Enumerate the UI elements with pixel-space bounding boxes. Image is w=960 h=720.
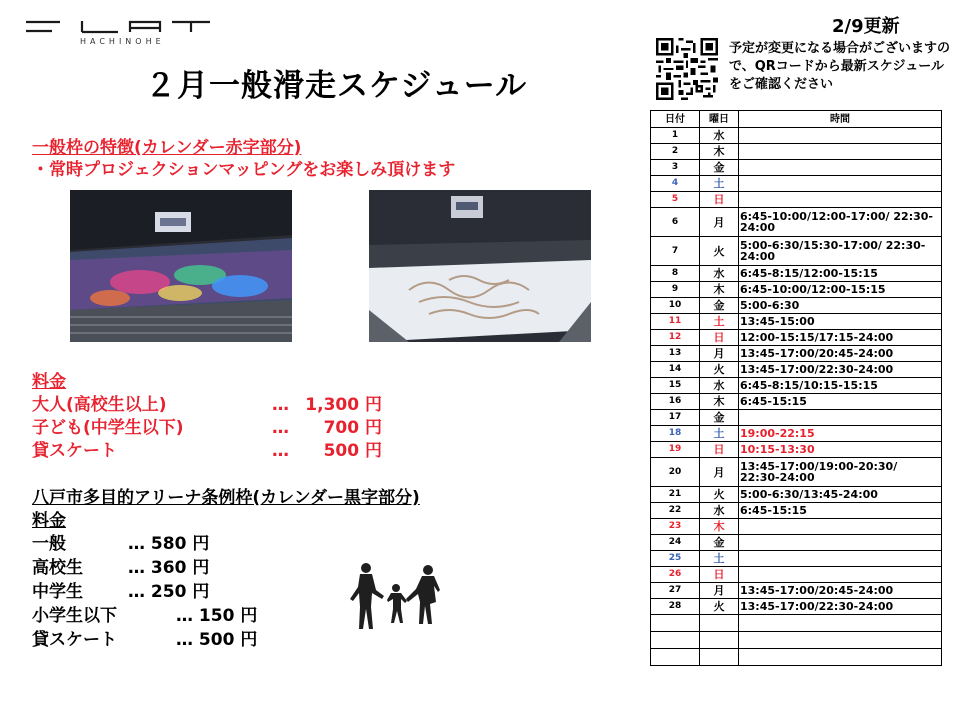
schedule-row bbox=[651, 410, 942, 426]
schedule-table bbox=[650, 110, 942, 666]
schedule-weekday: 土 bbox=[700, 176, 739, 192]
price-row bbox=[32, 394, 382, 417]
schedule-weekday: 木 bbox=[700, 519, 739, 535]
schedule-day: 18 bbox=[651, 426, 700, 442]
schedule-time: 12:00-15:15/17:15-24:00 bbox=[739, 330, 942, 346]
schedule-weekday bbox=[700, 649, 739, 666]
schedule-time: 13:45-17:00/20:45-24:00 bbox=[739, 583, 942, 599]
schedule-row bbox=[651, 632, 942, 649]
schedule-day: 15 bbox=[651, 378, 700, 394]
schedule-day: 10 bbox=[651, 298, 700, 314]
schedule-weekday: 火 bbox=[700, 487, 739, 503]
schedule-day: 12 bbox=[651, 330, 700, 346]
schedule-weekday: 水 bbox=[700, 128, 739, 144]
schedule-time: 13:45-17:00/22:30-24:00 bbox=[739, 599, 942, 615]
schedule-day: 9 bbox=[651, 282, 700, 298]
schedule-weekday: 土 bbox=[700, 551, 739, 567]
schedule-header-row bbox=[651, 111, 942, 128]
schedule-row bbox=[651, 208, 942, 237]
fee-label: 高校生 bbox=[32, 558, 83, 578]
schedule-time bbox=[739, 160, 942, 176]
schedule-row bbox=[651, 458, 942, 487]
schedule-row bbox=[651, 535, 942, 551]
schedule-row bbox=[651, 362, 942, 378]
schedule-time bbox=[739, 535, 942, 551]
schedule-time bbox=[739, 615, 942, 632]
schedule-row bbox=[651, 487, 942, 503]
schedule-time: 19:00-22:15 bbox=[739, 426, 942, 442]
schedule-time: 13:45-15:00 bbox=[739, 314, 942, 330]
schedule-time: 6:45-10:00/12:00-15:15 bbox=[739, 282, 942, 298]
schedule-row bbox=[651, 551, 942, 567]
schedule-time: 6:45-15:15 bbox=[739, 503, 942, 519]
schedule-row bbox=[651, 282, 942, 298]
page-title: ２月一般滑走スケジュール bbox=[145, 68, 528, 104]
schedule-time: 5:00-6:30 bbox=[739, 298, 942, 314]
skaters-silhouette-icon bbox=[348, 562, 450, 634]
schedule-day: 25 bbox=[651, 551, 700, 567]
schedule-row bbox=[651, 378, 942, 394]
schedule-weekday: 月 bbox=[700, 346, 739, 362]
schedule-day: 21 bbox=[651, 487, 700, 503]
price-label: 貸スケート bbox=[32, 441, 117, 461]
schedule-day: 14 bbox=[651, 362, 700, 378]
schedule-row bbox=[651, 394, 942, 410]
schedule-weekday: 金 bbox=[700, 298, 739, 314]
schedule-row bbox=[651, 519, 942, 535]
schedule-row bbox=[651, 128, 942, 144]
schedule-weekday: 水 bbox=[700, 503, 739, 519]
schedule-time bbox=[739, 128, 942, 144]
fee-row bbox=[32, 533, 420, 557]
price-dots: … bbox=[272, 441, 289, 461]
schedule-time: 13:45-17:00/19:00-20:30/ 22:30-24:00 bbox=[739, 458, 942, 487]
price-amount: 700 円 bbox=[323, 418, 382, 438]
schedule-day: 4 bbox=[651, 176, 700, 192]
schedule-row bbox=[651, 599, 942, 615]
schedule-day: 11 bbox=[651, 314, 700, 330]
price-row bbox=[32, 440, 382, 463]
price-amount: 500 円 bbox=[323, 441, 382, 461]
schedule-row bbox=[651, 160, 942, 176]
update-date: 2/9更新 bbox=[832, 16, 900, 37]
price-dots: … bbox=[272, 395, 289, 415]
schedule-weekday: 火 bbox=[700, 362, 739, 378]
schedule-day: 1 bbox=[651, 128, 700, 144]
price-amount: 1,300 円 bbox=[305, 395, 382, 415]
schedule-time: 6:45-8:15/12:00-15:15 bbox=[739, 266, 942, 282]
schedule-time: 6:45-10:00/12:00-17:00/ 22:30-24:00 bbox=[739, 208, 942, 237]
fee-label: 小学生以下 bbox=[32, 606, 117, 626]
schedule-time: 6:45-8:15/10:15-15:15 bbox=[739, 378, 942, 394]
schedule-day: 7 bbox=[651, 237, 700, 266]
fee-price: … 580 円 bbox=[128, 534, 210, 554]
price-label: 子ども(中学生以下) bbox=[32, 418, 184, 438]
schedule-row bbox=[651, 426, 942, 442]
schedule-day: 24 bbox=[651, 535, 700, 551]
schedule-time: 5:00-6:30/15:30-17:00/ 22:30-24:00 bbox=[739, 237, 942, 266]
price-dots: … bbox=[272, 418, 289, 438]
schedule-row bbox=[651, 266, 942, 282]
general-price-section bbox=[32, 371, 382, 463]
rink-photo-left bbox=[70, 190, 292, 342]
schedule-time bbox=[739, 567, 942, 583]
schedule-day bbox=[651, 632, 700, 649]
schedule-weekday: 金 bbox=[700, 160, 739, 176]
schedule-row bbox=[651, 615, 942, 632]
schedule-weekday bbox=[700, 615, 739, 632]
schedule-day: 8 bbox=[651, 266, 700, 282]
fee-price: … 500 円 bbox=[176, 630, 258, 650]
logo-subtitle: HACHINOHE bbox=[80, 37, 165, 46]
schedule-time bbox=[739, 551, 942, 567]
schedule-weekday: 月 bbox=[700, 583, 739, 599]
price-label: 大人(高校生以上) bbox=[32, 395, 167, 415]
schedule-weekday: 水 bbox=[700, 378, 739, 394]
schedule-time bbox=[739, 192, 942, 208]
schedule-weekday: 木 bbox=[700, 394, 739, 410]
schedule-row bbox=[651, 237, 942, 266]
schedule-weekday: 水 bbox=[700, 266, 739, 282]
schedule-weekday: 金 bbox=[700, 410, 739, 426]
fee-label: 貸スケート bbox=[32, 630, 117, 650]
schedule-weekday: 火 bbox=[700, 237, 739, 266]
schedule-time bbox=[739, 410, 942, 426]
schedule-day: 28 bbox=[651, 599, 700, 615]
schedule-time bbox=[739, 176, 942, 192]
schedule-weekday: 日 bbox=[700, 442, 739, 458]
schedule-row bbox=[651, 192, 942, 208]
schedule-time bbox=[739, 649, 942, 666]
schedule-time: 13:45-17:00/22:30-24:00 bbox=[739, 362, 942, 378]
fee-price: … 360 円 bbox=[128, 558, 210, 578]
header-day: 日付 bbox=[651, 111, 700, 128]
schedule-day: 2 bbox=[651, 144, 700, 160]
schedule-row bbox=[651, 144, 942, 160]
fee-price: … 250 円 bbox=[128, 582, 210, 602]
schedule-time bbox=[739, 519, 942, 535]
rink-photo-right bbox=[369, 190, 591, 342]
schedule-weekday: 土 bbox=[700, 314, 739, 330]
schedule-day: 26 bbox=[651, 567, 700, 583]
schedule-weekday: 月 bbox=[700, 208, 739, 237]
schedule-weekday: 土 bbox=[700, 426, 739, 442]
schedule-weekday: 日 bbox=[700, 330, 739, 346]
schedule-time bbox=[739, 632, 942, 649]
schedule-day: 6 bbox=[651, 208, 700, 237]
general-heading: 一般枠の特徴(カレンダー赤字部分) bbox=[32, 138, 302, 158]
schedule-row bbox=[651, 567, 942, 583]
schedule-day: 27 bbox=[651, 583, 700, 599]
header-time: 時間 bbox=[739, 111, 942, 128]
schedule-weekday: 木 bbox=[700, 144, 739, 160]
general-price-heading: 料金 bbox=[32, 372, 66, 392]
schedule-day: 5 bbox=[651, 192, 700, 208]
schedule-row bbox=[651, 346, 942, 362]
schedule-weekday: 月 bbox=[700, 458, 739, 487]
schedule-time: 5:00-6:30/13:45-24:00 bbox=[739, 487, 942, 503]
ordinance-heading: 八戸市多目的アリーナ条例枠(カレンダー黒字部分) bbox=[32, 488, 420, 508]
schedule-weekday bbox=[700, 632, 739, 649]
schedule-time: 6:45-15:15 bbox=[739, 394, 942, 410]
schedule-weekday: 金 bbox=[700, 535, 739, 551]
schedule-day: 16 bbox=[651, 394, 700, 410]
schedule-row bbox=[651, 503, 942, 519]
schedule-row bbox=[651, 298, 942, 314]
schedule-day: 22 bbox=[651, 503, 700, 519]
schedule-day bbox=[651, 649, 700, 666]
schedule-day: 13 bbox=[651, 346, 700, 362]
schedule-weekday: 日 bbox=[700, 567, 739, 583]
schedule-row bbox=[651, 176, 942, 192]
general-section bbox=[32, 137, 455, 181]
fee-price: … 150 円 bbox=[176, 606, 258, 626]
schedule-row bbox=[651, 583, 942, 599]
schedule-row bbox=[651, 330, 942, 346]
qr-notice: 予定が変更になる場合がございますので、QRコードから最新スケジュールをご確認ください bbox=[729, 41, 951, 92]
schedule-row bbox=[651, 649, 942, 666]
schedule-time: 10:15-13:30 bbox=[739, 442, 942, 458]
schedule-weekday: 日 bbox=[700, 192, 739, 208]
schedule-time: 13:45-17:00/20:45-24:00 bbox=[739, 346, 942, 362]
schedule-day: 19 bbox=[651, 442, 700, 458]
schedule-weekday: 木 bbox=[700, 282, 739, 298]
fee-label: 一般 bbox=[32, 534, 66, 554]
schedule-body bbox=[651, 128, 942, 666]
schedule-row bbox=[651, 442, 942, 458]
schedule-day: 3 bbox=[651, 160, 700, 176]
schedule-row bbox=[651, 314, 942, 330]
ordinance-price-heading: 料金 bbox=[32, 511, 66, 531]
schedule-day bbox=[651, 615, 700, 632]
fee-label: 中学生 bbox=[32, 582, 83, 602]
price-row bbox=[32, 417, 382, 440]
schedule-day: 17 bbox=[651, 410, 700, 426]
schedule-day: 23 bbox=[651, 519, 700, 535]
schedule-weekday: 火 bbox=[700, 599, 739, 615]
schedule-day: 20 bbox=[651, 458, 700, 487]
qr-code bbox=[656, 38, 718, 100]
header-weekday: 曜日 bbox=[700, 111, 739, 128]
schedule-time bbox=[739, 144, 942, 160]
general-feature: ・常時プロジェクションマッピングをお楽しみ頂けます bbox=[32, 160, 456, 180]
